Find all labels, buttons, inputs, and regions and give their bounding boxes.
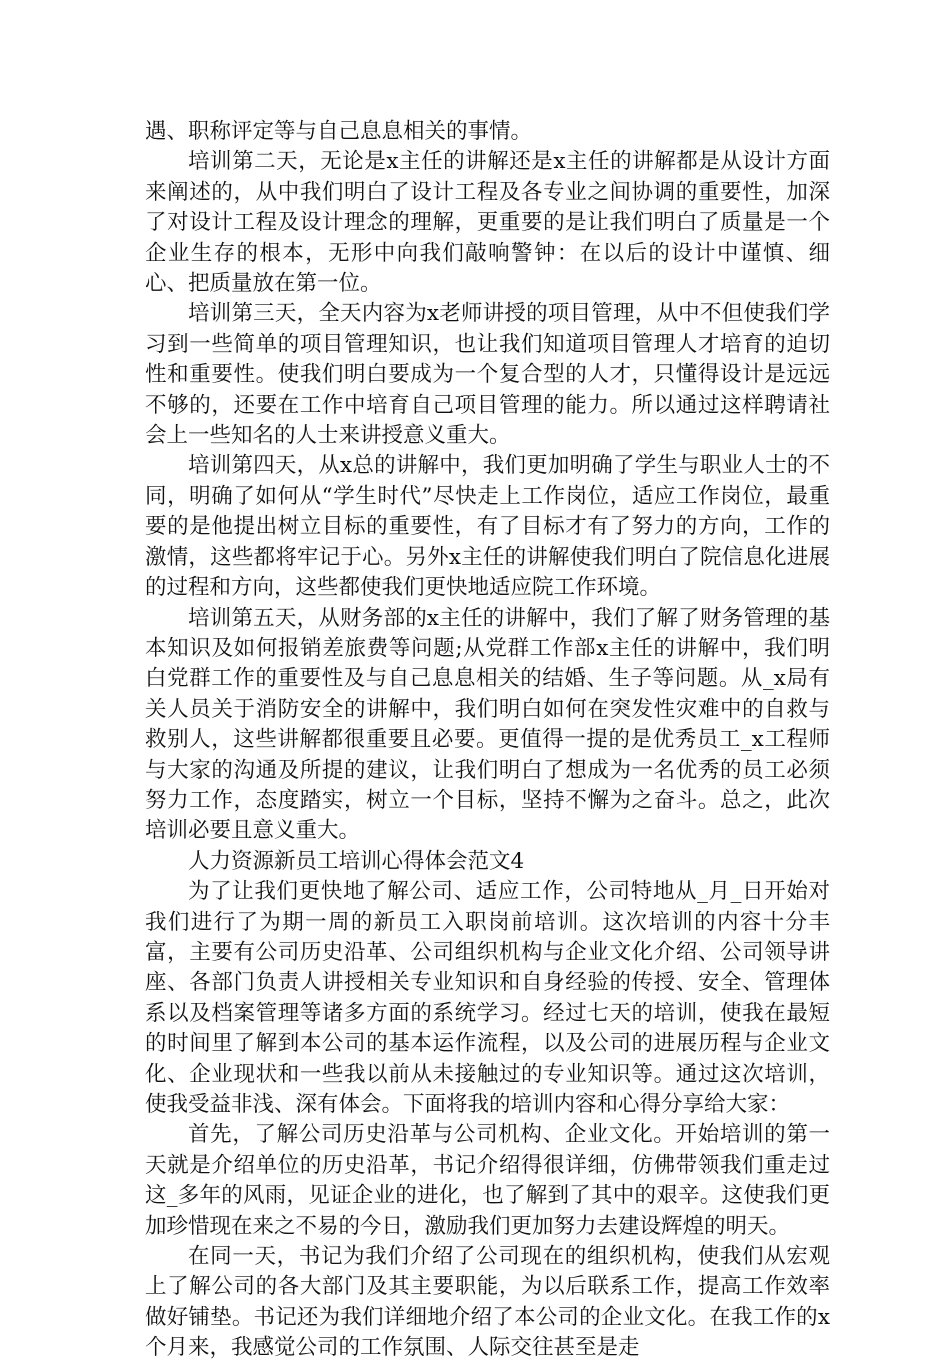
paragraph-first: 首先，了解公司历史沿革与公司机构、企业文化。开始培训的第一天就是介绍单位的历史沿革，书记介绍得很详细，仿佛带领我们重走过这_多年的风雨，见证企业的进化，也了解到了其中的艰辛。这使我们更加珍惜现在来之不易的今日，激励我们更加努力去建设辉煌的明天。 [145,1122,830,1239]
paragraph-day-two: 培训第二天，无论是x主任的讲解还是x主任的讲解都是从设计方面来阐述的，从中我们明白了设计工程及各专业之间协调的重要性，加深了对设计工程及设计理念的理解，更重要的是让我们明白了质量是一个企业生存的根本，无形中向我们敲响警钟：在以后的设计中谨慎、细心、把质量放在第一位。 [145,149,830,297]
paragraph-day-four: 培训第四天，从x总的讲解中，我们更加明确了学生与职业人士的不同，明确了如何从“学生时代”尽快走上工作岗位，适应工作岗位，最重要的是他提出树立目标的重要性，有了目标才有了努力的方向，工作的激情，这些都将牢记于心。另外x主任的讲解使我们明白了院信息化进展的过程和方向，这些都使我们更快地适应院工作环境。 [145,453,830,601]
section-heading: 人力资源新员工培训心得体会范文4 [188,848,525,874]
paragraph-day-five: 培训第五天，从财务部的x主任的讲解中，我们了解了财务管理的基本知识及如何报销差旅费等问题;从党群工作部x主任的讲解中，我们明白党群工作的重要性及与自己息息相关的结婚、生子等问题。从_x局有关人员关于消防安全的讲解中，我们明白如何在突发性灾难中的自救与救别人，这些讲解都很重要且必要。更值得一提的是优秀员工_x工程师与大家的沟通及所提的建议，让我们明白了想成为一名优秀的员工必须努力工作，态度踏实，树立一个目标，坚持不懈为之奋斗。总之，此次培训必要且意义重大。 [145,605,830,844]
document-page [145,117,830,1364]
paragraph-intro: 为了让我们更快地了解公司、适应工作，公司特地从_月_日开始对我们进行了为期一周的新员工入职岗前培训。这次培训的内容十分丰富，主要有公司历史沿革、公司组织机构与企业文化介绍、公司领导讲座、各部门负责人讲授相关专业知识和自身经验的传授、安全、管理体系以及档案管理等诸多方面的系统学习。经过七天的培训，使我在最短的时间里了解到本公司的基本运作流程，以及公司的进展历程与企业文化、企业现状和一些我以前从未接触过的专业知识等。通过这次培训，使我受益非浅、深有体会。下面将我的培训内容和心得分享给大家： [145,879,830,1117]
paragraph-same-day: 在同一天，书记为我们介绍了公司现在的组织机构，使我们从宏观上了解公司的各大部门及其主要职能，为以后联系工作，提高工作效率做好铺垫。书记还为我们详细地介绍了本公司的企业文化。在我工作的x个月来，我感觉公司的工作氛围、人际交往甚至是走 [145,1244,830,1361]
paragraph-continuation: 遇、职称评定等与自己息息相关的事情。 [145,119,533,144]
paragraph-day-three: 培训第三天，全天内容为x老师讲授的项目管理，从中不但使我们学习到一些简单的项目管理知识，也让我们知道项目管理人才培育的迫切性和重要性。使我们明白要成为一个复合型的人才，只懂得设计是远远不够的，还要在工作中培育自己项目管理的能力。所以通过这样聘请社会上一些知名的人士来讲授意义重大。 [145,301,830,449]
